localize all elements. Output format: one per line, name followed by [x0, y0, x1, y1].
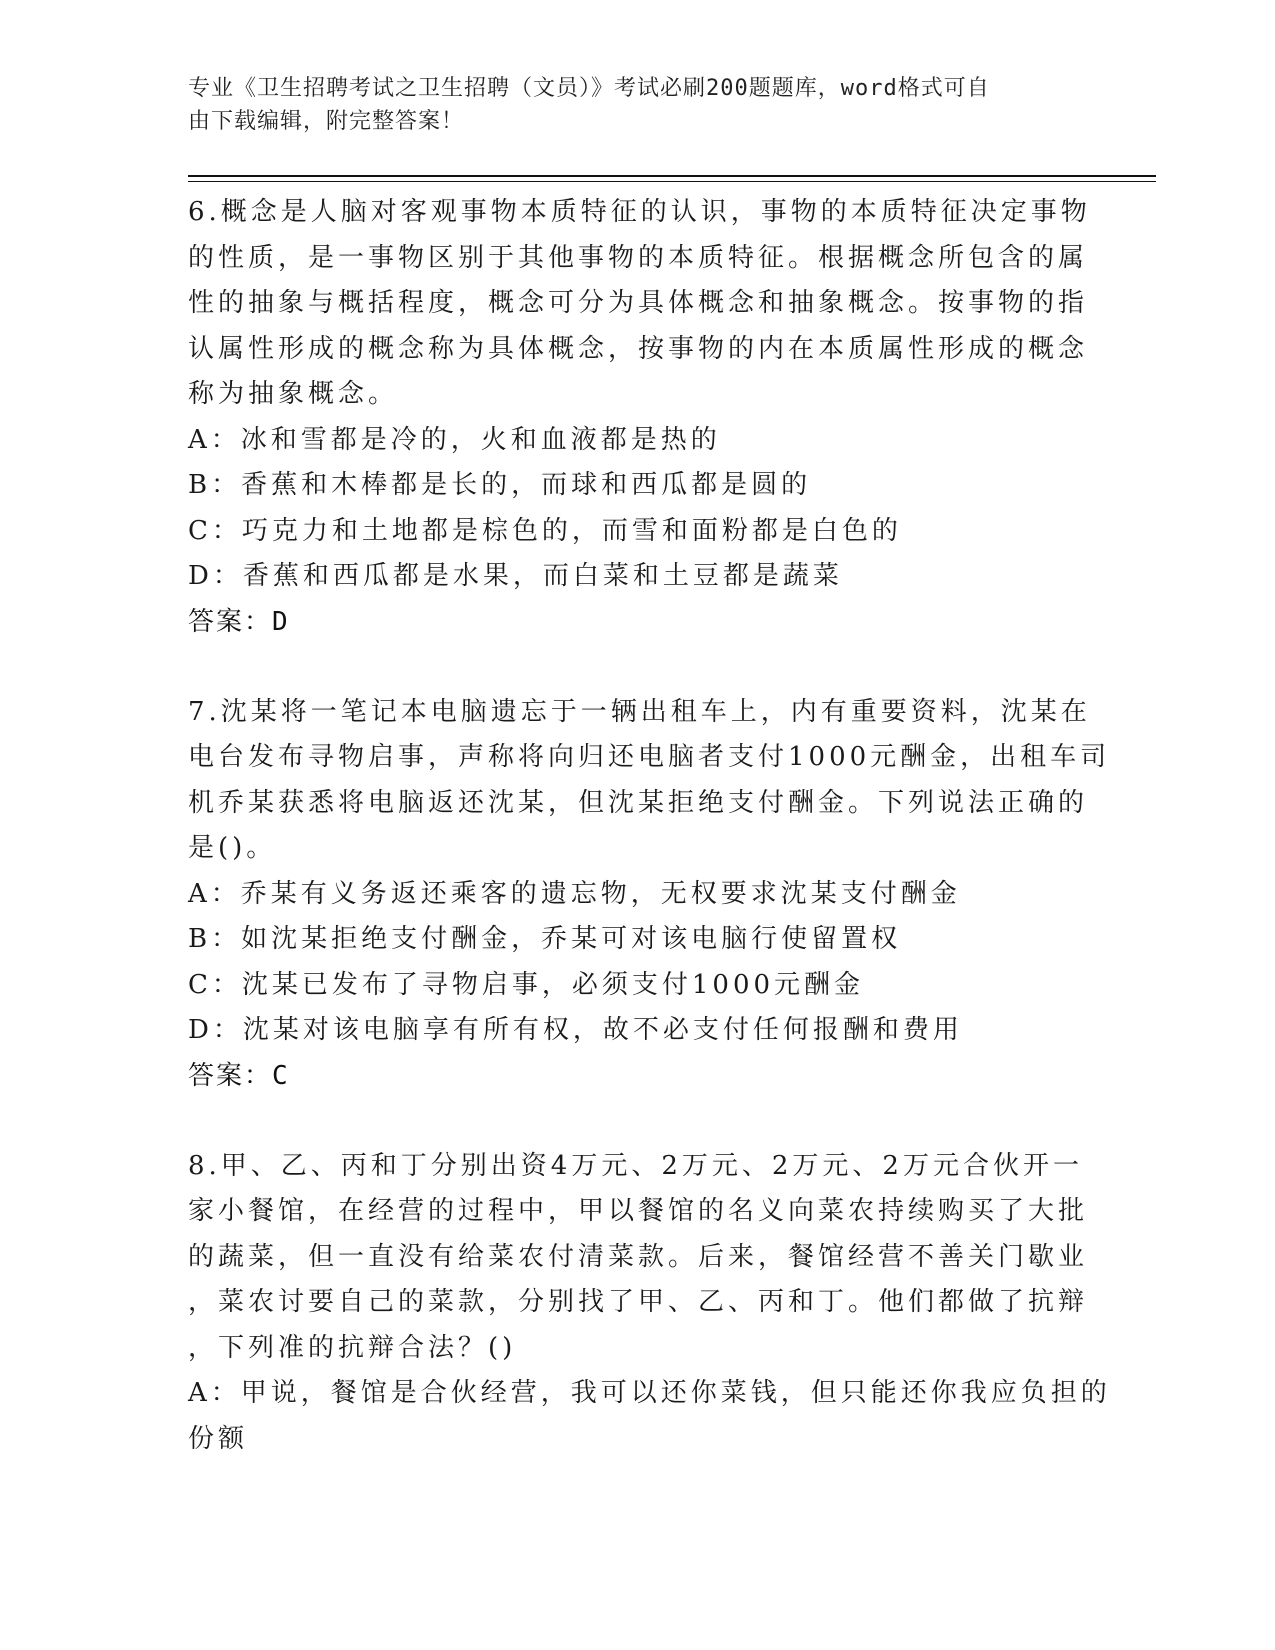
question-7: [188, 690, 1111, 1099]
header-divider-thick: [188, 175, 1156, 177]
document-header: [188, 72, 1088, 138]
question-8-line-1: 8.甲、乙、丙和丁分别出资4万元、2万元、2万元、2万元合伙开一: [188, 1150, 1083, 1181]
question-8-line-5: ，下列准的抗辩合法？(): [188, 1332, 517, 1363]
question-8-line-2: 家小餐馆，在经营的过程中，甲以餐馆的名义向菜农持续购买了大批: [188, 1196, 1089, 1226]
question-7-line-2: 电台发布寻物启事，声称将向归还电脑者支付1000元酬金，出租车司: [188, 742, 1111, 772]
question-7-option-a: A：乔某有义务返还乘客的遗忘物，无权要求沈某支付酬金: [188, 878, 961, 909]
question-6-option-b: B：香蕉和木棒都是长的，而球和西瓜都是圆的: [188, 470, 812, 500]
question-7-line-3: 机乔某获悉将电脑返还沈某，但沈某拒绝支付酬金。下列说法正确的: [188, 787, 1089, 818]
question-6-line-5: 称为抽象概念。: [188, 379, 399, 409]
question-7-option-b: B：如沈某拒绝支付酬金，乔某可对该电脑行使留置权: [188, 924, 902, 954]
question-6-option-a: A：冰和雪都是冷的，火和血液都是热的: [188, 424, 721, 455]
question-list: [188, 190, 1111, 1462]
question-8-line-4: ，菜农讨要自己的菜款，分别找了甲、乙、丙和丁。他们都做了抗辩: [188, 1287, 1089, 1317]
question-7-option-c: C：沈某已发布了寻物启事，必须支付1000元酬金: [188, 969, 865, 1000]
question-6-line-1: 6.概念是人脑对客观事物本质特征的认识，事物的本质特征决定事物: [188, 197, 1091, 227]
question-6-option-d: D：香蕉和西瓜都是水果，而白菜和土豆都是蔬菜: [188, 561, 843, 591]
question-6: [188, 190, 1091, 645]
header-divider-thin: [188, 181, 1156, 182]
question-6-answer: 答案：D: [188, 606, 290, 637]
question-7-option-d: D：沈某对该电脑享有所有权，故不必支付任何报酬和费用: [188, 1015, 963, 1045]
question-8-option-a: A：甲说，餐馆是合伙经营，我可以还你菜钱，但只能还你我应负担的: [188, 1378, 1111, 1408]
question-6-line-2: 的性质，是一事物区别于其他事物的本质特征。根据概念所包含的属: [188, 242, 1089, 273]
question-8-line-3: 的蔬菜，但一直没有给菜农付清菜款。后来，餐馆经营不善关门歇业: [188, 1241, 1089, 1272]
header-line-2: 由下载编辑，附完整答案！: [188, 109, 465, 134]
question-7-answer: 答案：C: [188, 1060, 290, 1091]
question-6-option-c: C：巧克力和土地都是棕色的，而雪和面粉都是白色的: [188, 515, 902, 546]
question-8-option-a-continued: 份额: [188, 1423, 249, 1454]
header-line-1: 专业《卫生招聘考试之卫生招聘（文员）》考试必刷200题题库，word格式可自: [188, 76, 990, 101]
question-7-line-1: 7.沈某将一笔记本电脑遗忘于一辆出租车上，内有重要资料，沈某在: [188, 696, 1091, 727]
question-8: [188, 1144, 1111, 1463]
question-7-line-4: 是()。: [188, 833, 277, 863]
question-6-line-3: 性的抽象与概括程度，概念可分为具体概念和抽象概念。按事物的指: [188, 288, 1089, 318]
question-6-line-4: 认属性形成的概念称为具体概念，按事物的内在本质属性形成的概念: [188, 333, 1089, 364]
